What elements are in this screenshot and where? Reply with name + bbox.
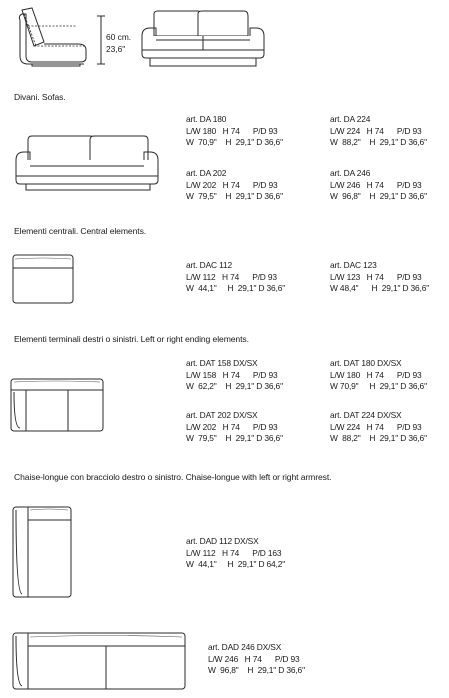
article-code: art. DAT 180 DX/SX xyxy=(330,358,402,368)
spec-da-246 xyxy=(330,168,427,203)
sofa-drawing xyxy=(12,130,162,192)
spec-dad-246 xyxy=(208,642,305,677)
imperial-dimensions: W 70,9" H 29,1" D 36,6" xyxy=(330,381,427,391)
spec-dat-224 xyxy=(330,410,427,445)
metric-dimensions: L/W 202 H 74 P/D 93 xyxy=(186,179,278,190)
sofa-side-view-drawing xyxy=(14,6,104,68)
spec-dat-180 xyxy=(330,358,427,393)
spec-da-224 xyxy=(330,114,427,149)
spec-dat-202 xyxy=(186,410,283,445)
height-dimension-line xyxy=(97,16,105,66)
imperial-dimensions: W 79,5" H 29,1" D 36,6" xyxy=(186,433,283,443)
imperial-dimensions: W 48,4" H 29,1" D 36,6" xyxy=(330,283,430,293)
article-code: art. DAT 224 DX/SX xyxy=(330,410,402,420)
imperial-dimensions: W 62,2" H 29,1" D 36,6" xyxy=(186,381,283,391)
metric-dimensions: L/W 180 H 74 P/D 93 xyxy=(186,125,278,136)
article-code: art. DAT 158 DX/SX xyxy=(186,358,258,368)
chaise-longue-large-drawing xyxy=(12,632,188,692)
imperial-dimensions: W 88,2" H 29,1" D 36,6" xyxy=(330,433,427,443)
height-cm-label: 60 cm. xyxy=(106,32,132,42)
spec-da-180 xyxy=(186,114,283,149)
article-code: art. DAT 202 DX/SX xyxy=(186,410,258,420)
article-code: art. DA 224 xyxy=(330,114,371,124)
metric-dimensions: L/W 180 H 74 P/D 93 xyxy=(330,369,422,380)
metric-dimensions: L/W 112 H 74 P/D 93 xyxy=(186,271,277,282)
spec-dad-112 xyxy=(186,536,285,571)
article-code: art. DA 246 xyxy=(330,168,371,178)
sofa-front-view-drawing xyxy=(140,10,268,70)
article-code: art. DA 202 xyxy=(186,168,227,178)
spec-dac-123 xyxy=(330,260,429,295)
metric-dimensions: L/W 202 H 74 P/D 93 xyxy=(186,421,278,432)
section-title-central: Elementi centrali. Central elements. xyxy=(14,226,147,236)
imperial-dimensions: W 88,2" H 29,1" D 36,6" xyxy=(330,137,427,147)
article-code: art. DAD 246 DX/SX xyxy=(208,642,282,652)
article-code: art. DAD 112 DX/SX xyxy=(186,536,259,546)
metric-dimensions: L/W 246 H 74 P/D 93 xyxy=(208,653,300,664)
metric-dimensions: L/W 224 H 74 P/D 93 xyxy=(330,125,422,136)
metric-dimensions: L/W 123 H 74 P/D 93 xyxy=(330,271,422,282)
imperial-dimensions: W 96,8" H 29,1" D 36,6" xyxy=(208,665,305,675)
article-code: art. DA 180 xyxy=(186,114,227,124)
metric-dimensions: L/W 246 H 74 P/D 93 xyxy=(330,179,422,190)
imperial-dimensions: W 96,8" H 29,1" D 36,6" xyxy=(330,191,427,201)
section-title-ending: Elementi terminali destri o sinistri. Left or right ending elements. xyxy=(14,334,249,344)
article-code: art. DAC 112 xyxy=(186,260,232,270)
metric-dimensions: L/W 112 H 74 P/D 163 xyxy=(186,547,282,558)
spec-da-202 xyxy=(186,168,283,203)
imperial-dimensions: W 79,5" H 29,1" D 36,6" xyxy=(186,191,283,201)
metric-dimensions: L/W 224 H 74 P/D 93 xyxy=(330,421,422,432)
section-title-chaise: Chaise-longue con bracciolo destro o sinistro. Chaise-longue with left or right armrest. xyxy=(14,472,332,482)
height-in-label: 23,6" xyxy=(106,44,126,54)
central-element-drawing xyxy=(12,254,76,306)
metric-dimensions: L/W 158 H 74 P/D 93 xyxy=(186,369,278,380)
imperial-dimensions: W 44,1" H 29,1" D 64,2" xyxy=(186,559,286,569)
imperial-dimensions: W 70,9" H 29,1" D 36,6" xyxy=(186,137,283,147)
spec-dat-158 xyxy=(186,358,283,393)
spec-dac-112 xyxy=(186,260,285,295)
chaise-longue-drawing xyxy=(12,506,74,600)
ending-element-drawing xyxy=(10,378,106,434)
imperial-dimensions: W 44,1" H 29,1" D 36,6" xyxy=(186,283,286,293)
section-title-sofas: Divani. Sofas. xyxy=(14,92,66,102)
article-code: art. DAC 123 xyxy=(330,260,377,270)
